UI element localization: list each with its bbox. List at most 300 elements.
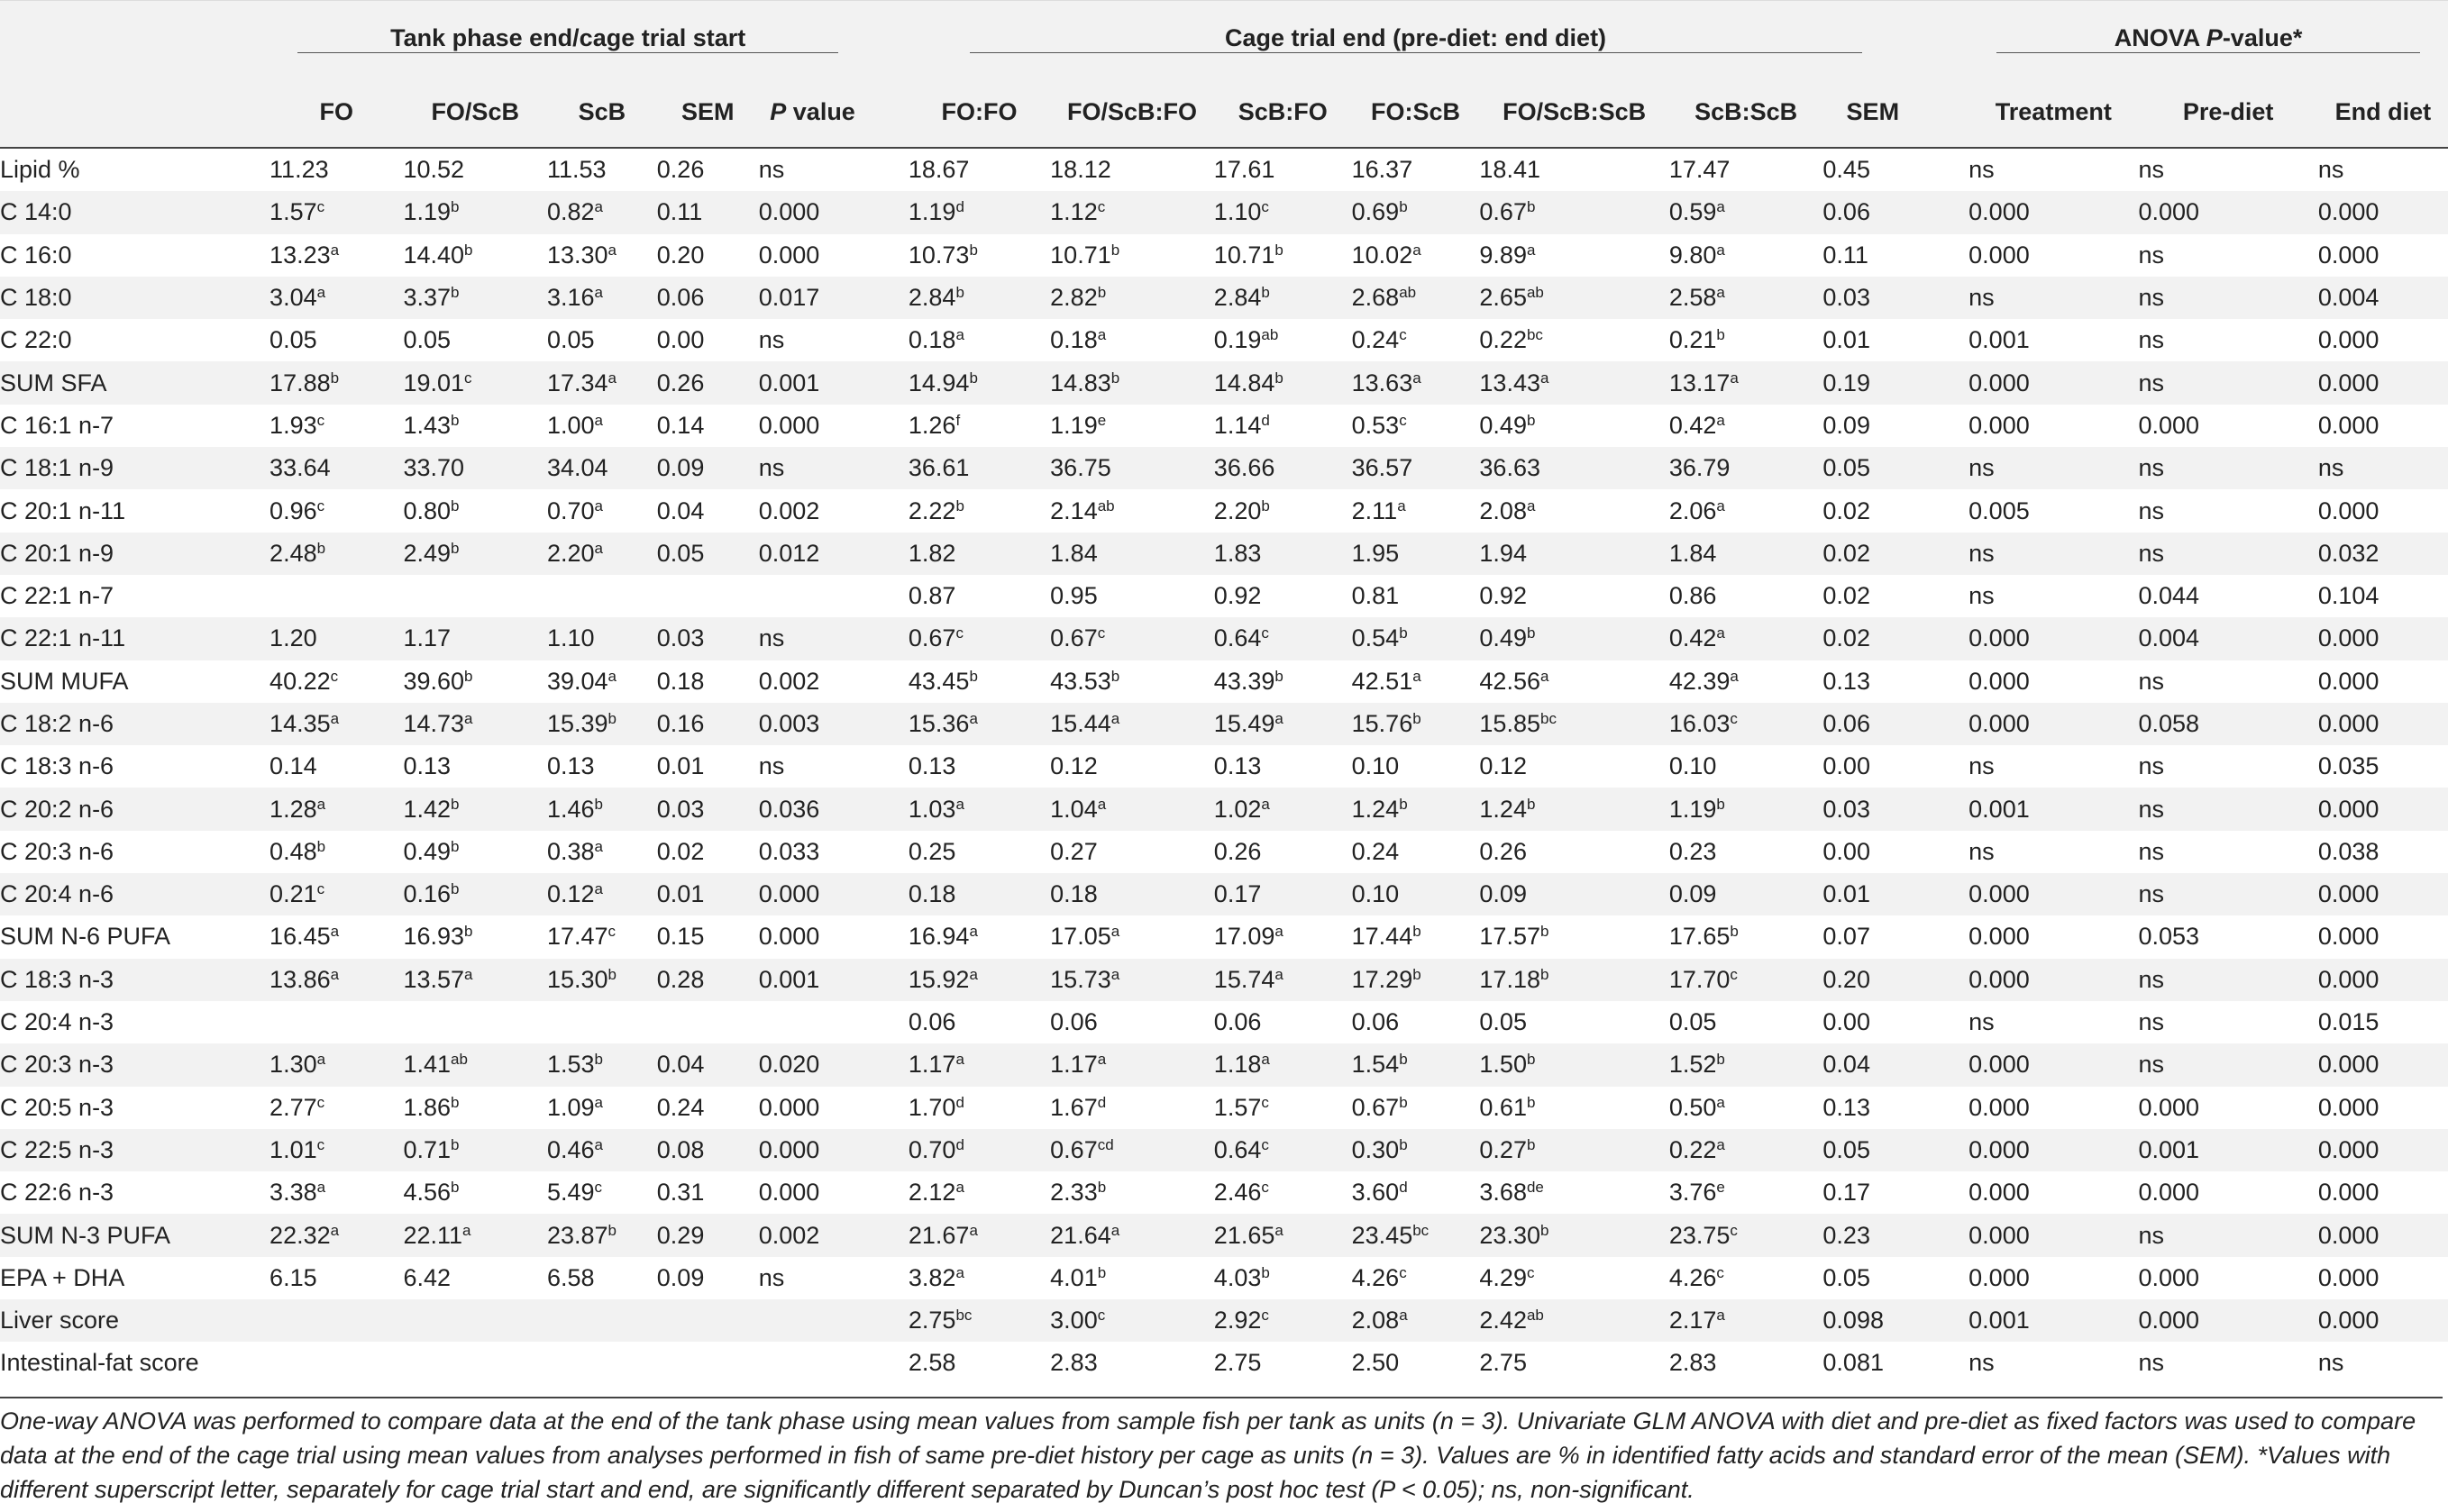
cell-value: 2.65 <box>1479 284 1527 312</box>
cell-value: 15.73 <box>1050 965 1111 993</box>
table-cell <box>1968 277 2138 319</box>
cell-value: 1.84 <box>1050 539 1098 567</box>
cell-value: 10.73 <box>908 241 970 269</box>
table-body <box>0 148 2448 1385</box>
group-header-gap <box>866 1 909 77</box>
table-cell <box>909 1214 1050 1256</box>
cell-value: 0.02 <box>656 837 705 865</box>
table-cell <box>1822 234 1923 277</box>
cell-value: 0.11 <box>1822 241 1868 269</box>
table-cell <box>1968 788 2138 830</box>
gap-cell <box>1923 1214 1968 1256</box>
table-cell <box>1669 788 1823 830</box>
cell-value: 0.18 <box>908 880 956 908</box>
table-cell <box>759 660 867 703</box>
cell-value: ns <box>2138 667 2164 695</box>
cell-value: 1.52 <box>1668 1051 1717 1079</box>
table-cell <box>1822 1043 1923 1086</box>
row-label: C 22:5 n-3 <box>0 1129 269 1171</box>
significance-superscript: a <box>594 880 603 898</box>
table-cell <box>909 533 1050 575</box>
significance-superscript: c <box>955 624 964 642</box>
cell-value: 6.42 <box>403 1263 452 1291</box>
cell-value: 22.11 <box>403 1221 463 1249</box>
table-cell <box>1968 1342 2138 1384</box>
table-cell <box>403 277 546 319</box>
table-cell <box>1352 915 1480 958</box>
cell-value: 0.015 <box>2317 1008 2379 1036</box>
table-cell <box>759 959 867 1001</box>
cell-value: 0.25 <box>908 837 956 865</box>
table-cell <box>2318 319 2448 361</box>
table-cell <box>547 703 657 745</box>
table-cell <box>2138 361 2317 404</box>
table-cell <box>1214 1001 1352 1043</box>
cell-value: 0.67 <box>1351 1093 1400 1121</box>
table-row <box>0 277 2448 319</box>
table-cell <box>1968 148 2138 191</box>
cell-value: 0.02 <box>1822 582 1870 610</box>
table-cell <box>403 405 546 447</box>
table-cell <box>1669 1299 1823 1342</box>
column-header: FO:ScB <box>1352 77 1480 148</box>
cell-value: ns <box>2138 156 2164 184</box>
cell-value: 0.12 <box>1050 752 1098 780</box>
significance-superscript: c <box>464 369 472 387</box>
table-cell <box>657 745 759 788</box>
cell-value: 39.60 <box>403 667 465 695</box>
column-header: ScB:ScB <box>1669 77 1823 148</box>
group-header-row <box>0 1 2448 77</box>
cell-value: 15.92 <box>908 965 970 993</box>
column-header: ScB:FO <box>1214 77 1352 148</box>
table-cell <box>2318 1342 2448 1384</box>
cell-value: 17.61 <box>1213 156 1275 184</box>
table-cell <box>269 788 403 830</box>
cell-value: 0.26 <box>1479 837 1527 865</box>
gap-cell <box>1923 234 1968 277</box>
cell-value: 0.00 <box>656 326 705 354</box>
table-cell <box>1822 447 1923 489</box>
table-cell <box>1352 319 1480 361</box>
significance-superscript: c <box>1399 326 1407 344</box>
table-cell <box>1669 745 1823 788</box>
table-cell <box>1352 1257 1480 1299</box>
table-cell <box>1352 533 1480 575</box>
table-cell <box>269 1043 403 1086</box>
cell-value: 0.020 <box>758 1051 820 1079</box>
significance-superscript: b <box>451 539 460 557</box>
table-cell <box>1050 1171 1214 1214</box>
table-cell <box>909 1257 1050 1299</box>
significance-superscript: c <box>316 880 325 898</box>
cell-value: 0.000 <box>758 880 820 908</box>
cell-value: 1.04 <box>1050 795 1098 823</box>
row-label: C 18:0 <box>0 277 269 319</box>
cell-value: 0.67 <box>1050 624 1098 652</box>
cell-value: 0.000 <box>1968 923 2030 951</box>
table-cell <box>759 234 867 277</box>
table-cell <box>547 873 657 915</box>
gap-cell <box>1923 447 1968 489</box>
table-cell <box>1822 1129 1923 1171</box>
cell-value: 0.000 <box>758 1135 820 1163</box>
gap-cell <box>866 533 909 575</box>
cell-value: 0.49 <box>1479 624 1527 652</box>
table-cell <box>1968 831 2138 873</box>
significance-superscript: d <box>955 1093 964 1111</box>
table-cell <box>909 745 1050 788</box>
table-cell <box>269 489 403 532</box>
cell-value: 4.01 <box>1050 1263 1098 1291</box>
table-cell <box>1968 1087 2138 1129</box>
table-cell <box>759 745 867 788</box>
cell-value: 0.000 <box>2317 1307 2379 1334</box>
table-cell <box>759 831 867 873</box>
group-header-cage-trial <box>909 1 1923 77</box>
cell-value: 0.06 <box>1050 1008 1098 1036</box>
table-cell <box>759 191 867 233</box>
significance-superscript: a <box>955 1263 964 1281</box>
cell-value: 1.24 <box>1479 795 1527 823</box>
cell-value: 17.18 <box>1479 965 1540 993</box>
cell-value: 0.06 <box>908 1008 956 1036</box>
cell-value: 2.75 <box>1213 1349 1262 1377</box>
cell-value: 2.46 <box>1213 1179 1262 1207</box>
cell-value: 0.00 <box>1822 752 1870 780</box>
table-cell <box>1352 277 1480 319</box>
table-cell <box>547 1257 657 1299</box>
significance-superscript: b <box>1097 284 1107 302</box>
cell-value: 0.70 <box>908 1135 956 1163</box>
cell-value: 10.71 <box>1050 241 1111 269</box>
significance-superscript: b <box>451 795 460 813</box>
cell-value: 13.43 <box>1479 369 1540 396</box>
table-cell <box>1352 405 1480 447</box>
cell-value: 16.45 <box>269 923 331 951</box>
table-cell <box>2138 1001 2317 1043</box>
table-cell <box>1352 1214 1480 1256</box>
cell-value: 3.04 <box>269 284 317 312</box>
table-cell <box>403 1214 546 1256</box>
table-cell <box>2138 148 2317 191</box>
table-cell <box>269 1257 403 1299</box>
cell-value: 2.06 <box>1668 496 1717 524</box>
table-cell <box>1050 873 1214 915</box>
cell-value: 1.00 <box>546 411 595 439</box>
gap-cell <box>1923 660 1968 703</box>
table-cell <box>909 915 1050 958</box>
table-row <box>0 1001 2448 1043</box>
table-cell <box>1669 831 1823 873</box>
cell-value: 0.10 <box>1668 752 1717 780</box>
table-cell <box>1050 319 1214 361</box>
cell-value: 0.012 <box>758 539 820 567</box>
significance-superscript: e <box>1716 1179 1725 1197</box>
significance-superscript: b <box>1261 284 1270 302</box>
significance-superscript: c <box>607 923 617 941</box>
table-cell <box>269 1001 403 1043</box>
cell-value: 1.09 <box>546 1093 595 1121</box>
column-header: FO/ScB:FO <box>1050 77 1214 148</box>
cell-value: 0.09 <box>1668 880 1717 908</box>
cell-value: 0.000 <box>2317 965 2379 993</box>
cell-value: 0.038 <box>2317 837 2379 865</box>
cell-value: 0.05 <box>403 326 452 354</box>
table-cell <box>2318 703 2448 745</box>
table-cell <box>759 703 867 745</box>
table-cell <box>1352 788 1480 830</box>
column-header: FO/ScB <box>403 77 546 148</box>
cell-value: 43.39 <box>1213 667 1275 695</box>
significance-superscript: b <box>969 241 978 259</box>
cell-value: 0.03 <box>1822 795 1870 823</box>
table-cell <box>1669 447 1823 489</box>
table-cell <box>657 1299 759 1342</box>
significance-superscript: c <box>316 411 325 429</box>
table-cell <box>1822 745 1923 788</box>
table-cell <box>547 319 657 361</box>
table-cell <box>657 1043 759 1086</box>
table-cell <box>1669 873 1823 915</box>
table-cell <box>547 1087 657 1129</box>
significance-superscript: c <box>1261 198 1269 216</box>
table-cell <box>547 1001 657 1043</box>
cell-value: 3.82 <box>908 1263 956 1291</box>
cell-value: ns <box>2138 1349 2164 1377</box>
table-cell <box>657 1342 759 1384</box>
cell-value: 2.84 <box>1213 284 1262 312</box>
cell-value: 36.66 <box>1213 454 1275 482</box>
table-cell <box>269 915 403 958</box>
gap-cell <box>1923 873 1968 915</box>
table-cell <box>269 660 403 703</box>
cell-value: 1.41 <box>403 1051 452 1079</box>
table-cell <box>1669 703 1823 745</box>
row-label: C 22:1 n-7 <box>0 582 114 610</box>
cell-value: 0.081 <box>1822 1349 1884 1377</box>
group-header-anova-label <box>1996 24 2420 53</box>
table-cell <box>403 1129 546 1171</box>
table-cell <box>1050 1299 1214 1342</box>
significance-superscript: b <box>607 710 617 727</box>
gap-cell <box>866 1171 909 1214</box>
table-cell <box>1479 148 1668 191</box>
cell-value: 0.13 <box>546 752 595 780</box>
table-cell <box>657 447 759 489</box>
table-row <box>0 703 2448 745</box>
cell-value: ns <box>2138 880 2164 908</box>
cell-value: 14.73 <box>403 710 465 737</box>
table-cell <box>1214 1171 1352 1214</box>
group-header-anova <box>1968 1 2448 77</box>
row-label: Liver score <box>0 1299 269 1342</box>
cell-value: 3.00 <box>1050 1307 1098 1334</box>
significance-superscript: ab <box>1097 496 1115 515</box>
cell-value: 0.000 <box>758 1179 820 1207</box>
cell-value: 0.13 <box>403 752 452 780</box>
table-cell <box>1669 1087 1823 1129</box>
significance-superscript: d <box>955 1135 964 1153</box>
table-cell <box>1479 1001 1668 1043</box>
cell-value: 1.46 <box>546 795 595 823</box>
cell-value: 0.000 <box>1968 1263 2030 1291</box>
significance-superscript: b <box>1412 710 1421 727</box>
table-cell <box>1822 533 1923 575</box>
cell-value: 0.24 <box>1351 837 1400 865</box>
cell-value: 0.30 <box>1351 1135 1400 1163</box>
gap-cell <box>1923 1342 1968 1384</box>
table-row <box>0 447 2448 489</box>
cell-value: 0.000 <box>2317 1051 2379 1079</box>
cell-value: 0.50 <box>1668 1093 1717 1121</box>
gap-cell <box>1923 148 1968 191</box>
cell-value: 0.09 <box>1822 411 1870 439</box>
cell-value: 0.23 <box>1668 837 1717 865</box>
cell-value: 0.035 <box>2317 752 2379 780</box>
table-cell <box>1968 1214 2138 1256</box>
table-row <box>0 191 2448 233</box>
cell-value: 15.76 <box>1351 710 1413 737</box>
table-cell <box>1050 660 1214 703</box>
table-cell <box>2318 1171 2448 1214</box>
table-cell <box>403 1001 546 1043</box>
gap-cell <box>1923 1257 1968 1299</box>
cell-value: 9.89 <box>1479 241 1527 269</box>
table-cell <box>2318 915 2448 958</box>
table-row <box>0 361 2448 404</box>
cell-value: ns <box>2138 965 2164 993</box>
gap-cell <box>1923 277 1968 319</box>
table-cell <box>1968 191 2138 233</box>
cell-value: 17.57 <box>1479 923 1540 951</box>
table-cell <box>909 1342 1050 1384</box>
significance-superscript: a <box>594 837 603 855</box>
table-cell <box>759 1129 867 1171</box>
cell-value: 0.49 <box>403 837 452 865</box>
table-cell <box>1352 191 1480 233</box>
cell-value: 0.000 <box>2317 710 2379 737</box>
cell-value: 10.71 <box>1213 241 1275 269</box>
table-cell <box>1479 1171 1668 1214</box>
cell-value: 0.95 <box>1050 582 1098 610</box>
table-cell <box>657 915 759 958</box>
table-cell <box>547 915 657 958</box>
table-cell <box>547 191 657 233</box>
table-cell <box>1214 234 1352 277</box>
cell-value: 0.21 <box>269 880 317 908</box>
cell-value: ns <box>1968 1349 1995 1377</box>
significance-superscript: c <box>316 496 325 515</box>
table-cell <box>403 1171 546 1214</box>
cell-value: 0.70 <box>546 496 595 524</box>
significance-superscript: c <box>316 1135 325 1153</box>
significance-superscript: b <box>464 241 473 259</box>
table-row <box>0 788 2448 830</box>
cell-value: 0.00 <box>1822 837 1870 865</box>
gap-cell <box>866 575 909 617</box>
significance-superscript: c <box>316 198 325 216</box>
table-cell <box>1214 405 1352 447</box>
table-cell <box>1050 617 1214 660</box>
table-cell <box>2138 533 2317 575</box>
cell-value: 2.77 <box>269 1093 317 1121</box>
significance-superscript: ab <box>1526 284 1544 302</box>
table-cell <box>909 319 1050 361</box>
table-cell <box>1352 489 1480 532</box>
table-row <box>0 873 2448 915</box>
significance-superscript: a <box>1274 710 1283 727</box>
significance-superscript: c <box>1261 1135 1269 1153</box>
table-cell <box>759 915 867 958</box>
cell-value: 3.68 <box>1479 1179 1527 1207</box>
table-cell <box>1214 959 1352 1001</box>
cell-value: 0.000 <box>758 198 820 226</box>
table-cell <box>403 1257 546 1299</box>
row-label: SUM SFA <box>0 361 269 404</box>
significance-superscript: b <box>1399 624 1408 642</box>
cell-value: 0.05 <box>1479 1008 1527 1036</box>
cell-value: 6.58 <box>546 1263 595 1291</box>
table-cell <box>1968 617 2138 660</box>
cell-value: 0.000 <box>2317 326 2379 354</box>
table-cell <box>2138 1171 2317 1214</box>
cell-value: 0.07 <box>1822 923 1870 951</box>
table-cell <box>2138 1043 2317 1086</box>
table-cell <box>1352 660 1480 703</box>
cell-value: 0.92 <box>1213 582 1262 610</box>
table-cell <box>1968 703 2138 745</box>
table-cell <box>759 1001 867 1043</box>
cell-value: 0.002 <box>758 1221 820 1249</box>
cell-value: 0.48 <box>269 837 317 865</box>
cell-value: 36.63 <box>1479 454 1540 482</box>
table-cell <box>403 1299 546 1342</box>
table-cell <box>759 1087 867 1129</box>
cell-value: 0.003 <box>758 710 820 737</box>
row-label: C 22:6 n-3 <box>0 1179 114 1207</box>
table-cell <box>2318 148 2448 191</box>
table-cell <box>1050 234 1214 277</box>
significance-superscript: a <box>1526 496 1536 515</box>
cell-value: 0.000 <box>2317 369 2379 396</box>
table-cell <box>1479 1214 1668 1256</box>
table-cell <box>269 873 403 915</box>
table-cell <box>657 148 759 191</box>
cell-value: 1.42 <box>403 795 452 823</box>
column-header: FO/ScB:ScB <box>1479 77 1668 148</box>
cell-value: 0.000 <box>1968 411 2030 439</box>
cell-value: ns <box>1968 284 1995 312</box>
cell-value: 43.53 <box>1050 667 1111 695</box>
cell-value: 0.13 <box>1822 667 1870 695</box>
cell-value: 2.92 <box>1213 1307 1262 1334</box>
table-cell <box>1352 148 1480 191</box>
cell-value: 16.93 <box>403 923 465 951</box>
cell-value: 13.86 <box>269 965 331 993</box>
table-cell <box>1822 660 1923 703</box>
gap-cell <box>1923 405 1968 447</box>
table-cell <box>547 277 657 319</box>
column-header: ScB <box>547 77 657 148</box>
cell-value: 1.57 <box>1213 1093 1262 1121</box>
table-cell <box>657 319 759 361</box>
cell-value: 2.17 <box>1668 1307 1717 1334</box>
table-cell <box>759 1171 867 1214</box>
cell-value: 3.38 <box>269 1179 317 1207</box>
table-cell <box>1669 1043 1823 1086</box>
cell-value: 0.01 <box>1822 880 1870 908</box>
